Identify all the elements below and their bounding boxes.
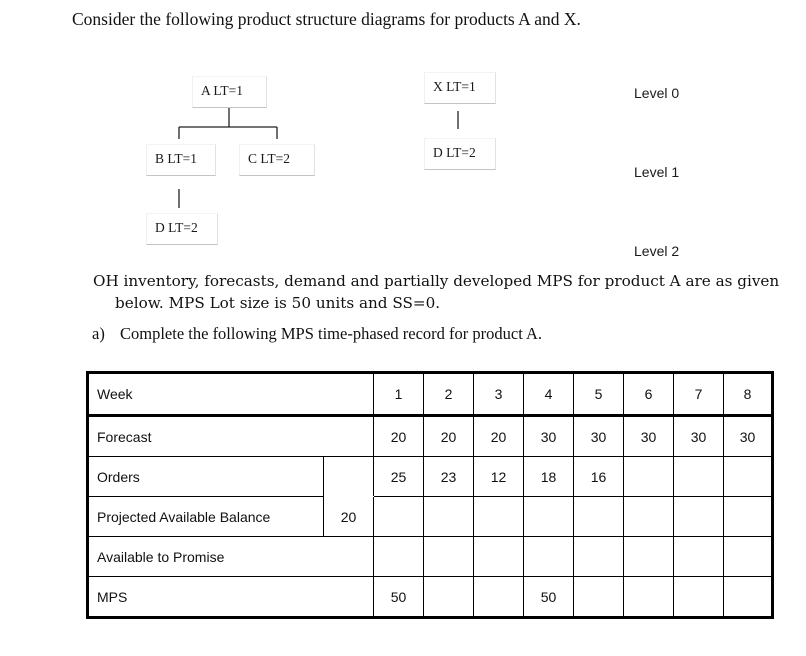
- forecast-row: [88, 416, 773, 457]
- atp-cell[interactable]: [474, 537, 524, 577]
- pab-cell[interactable]: [524, 497, 574, 537]
- forecast-cell: 30: [674, 416, 724, 457]
- atp-label: Available to Promise: [88, 537, 374, 577]
- week-cell: 8: [724, 373, 773, 416]
- pab-row: [88, 497, 773, 537]
- pab-cell[interactable]: [424, 497, 474, 537]
- pab-cell[interactable]: [624, 497, 674, 537]
- level-0-label: Level 0: [634, 85, 680, 101]
- orders-cell[interactable]: [724, 457, 773, 497]
- week-cell: 7: [674, 373, 724, 416]
- part-a-marker: a): [92, 324, 105, 343]
- atp-cell[interactable]: [424, 537, 474, 577]
- orders-label: Orders: [88, 457, 324, 497]
- week-row: [88, 373, 773, 416]
- forecast-cell: 30: [524, 416, 574, 457]
- atp-cell[interactable]: [574, 537, 624, 577]
- mps-cell[interactable]: [724, 577, 773, 618]
- mps-cell[interactable]: [574, 577, 624, 618]
- orders-row: [88, 457, 773, 497]
- tree-connectors-a: [0, 0, 806, 260]
- week-cell: 3: [474, 373, 524, 416]
- part-a-text: Complete the following MPS time-phased record for product A.: [120, 324, 543, 343]
- pab-cell[interactable]: [474, 497, 524, 537]
- node-a: A LT=1: [192, 76, 267, 108]
- week-cell: 4: [524, 373, 574, 416]
- atp-cell[interactable]: [374, 537, 424, 577]
- mps-cell[interactable]: [474, 577, 524, 618]
- level-2-label: Level 2: [634, 243, 680, 259]
- node-x: X LT=1: [424, 72, 496, 104]
- week-cell: 1: [374, 373, 424, 416]
- mps-table: [86, 371, 774, 619]
- week-cell: 2: [424, 373, 474, 416]
- pab-initial-cell: 20: [324, 497, 374, 537]
- paragraph-line-2: below. MPS Lot size is 50 units and SS=0.: [115, 294, 441, 312]
- paragraph-line-1: OH inventory, forecasts, demand and partially developed MPS for product A are as given: [93, 272, 780, 290]
- node-b: B LT=1: [146, 144, 216, 176]
- orders-cell[interactable]: 12: [474, 457, 524, 497]
- forecast-cell: 20: [474, 416, 524, 457]
- orders-cell[interactable]: 25: [374, 457, 424, 497]
- node-c: C LT=2: [239, 144, 315, 176]
- pab-cell[interactable]: [674, 497, 724, 537]
- week-cell: 5: [574, 373, 624, 416]
- atp-cell[interactable]: [724, 537, 773, 577]
- pab-cell[interactable]: [374, 497, 424, 537]
- forecast-cell: 30: [624, 416, 674, 457]
- mps-cell[interactable]: [424, 577, 474, 618]
- forecast-cell: 20: [374, 416, 424, 457]
- node-d-under-x: D LT=2: [424, 138, 496, 170]
- mps-cell[interactable]: [624, 577, 674, 618]
- mps-label: MPS: [88, 577, 374, 618]
- mps-cell[interactable]: [674, 577, 724, 618]
- orders-cell[interactable]: 16: [574, 457, 624, 497]
- level-1-label: Level 1: [634, 164, 680, 180]
- mps-cell[interactable]: 50: [374, 577, 424, 618]
- forecast-cell: 20: [424, 416, 474, 457]
- pab-cell[interactable]: [724, 497, 773, 537]
- orders-cell[interactable]: 23: [424, 457, 474, 497]
- question-title: Consider the following product structure diagrams for products A and X.: [72, 9, 581, 29]
- forecast-cell: 30: [724, 416, 773, 457]
- mps-row: [88, 577, 773, 618]
- atp-cell[interactable]: [674, 537, 724, 577]
- forecast-label: Forecast: [88, 416, 374, 457]
- pab-label: Projected Available Balance: [88, 497, 324, 537]
- node-d-under-b: D LT=2: [146, 213, 218, 245]
- orders-cell[interactable]: 18: [524, 457, 574, 497]
- orders-cell[interactable]: [624, 457, 674, 497]
- week-cell: 6: [624, 373, 674, 416]
- forecast-cell: 30: [574, 416, 624, 457]
- orders-spacer-cell: [324, 457, 374, 497]
- orders-cell[interactable]: [674, 457, 724, 497]
- mps-cell[interactable]: 50: [524, 577, 574, 618]
- atp-row: [88, 537, 773, 577]
- pab-cell[interactable]: [574, 497, 624, 537]
- week-label: Week: [88, 373, 374, 416]
- atp-cell[interactable]: [624, 537, 674, 577]
- atp-cell[interactable]: [524, 537, 574, 577]
